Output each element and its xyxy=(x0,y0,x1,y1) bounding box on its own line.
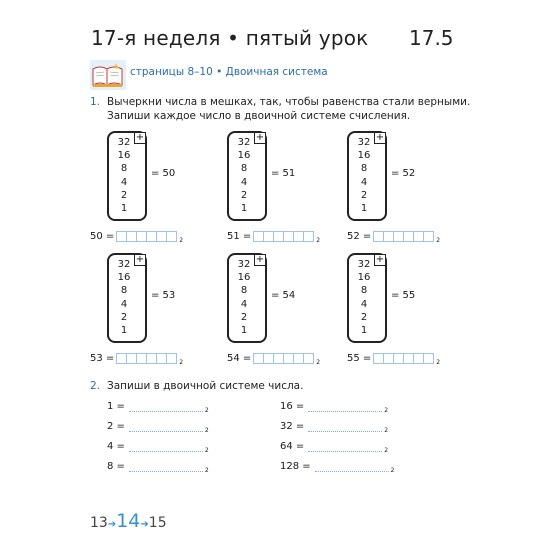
bag-number[interactable]: 4 xyxy=(240,176,248,188)
bag-number[interactable]: 2 xyxy=(240,189,248,201)
bag-number[interactable]: 1 xyxy=(360,325,368,337)
binary-answer-row xyxy=(347,353,440,364)
binary-answer-row xyxy=(347,231,440,242)
bag-number[interactable]: 2 xyxy=(120,311,128,323)
answer-label: 55 = xyxy=(347,353,372,364)
bag-number[interactable]: 32 xyxy=(117,137,131,148)
arrow-right-icon: ➔ xyxy=(107,519,117,530)
base-subscript: 2 xyxy=(384,407,389,414)
number-label: 32 = xyxy=(280,421,305,432)
base-subscript: 2 xyxy=(204,467,209,474)
base-subscript: 2 xyxy=(204,407,209,414)
target-sum: = 53 xyxy=(151,290,176,301)
task1-line2: Запиши каждое число в двоичной системе счисления. xyxy=(107,110,411,122)
answer-label: 51 = xyxy=(227,231,252,242)
bag-number[interactable]: 32 xyxy=(117,259,131,270)
answer-line[interactable] xyxy=(129,422,203,432)
bag-number[interactable]: 16 xyxy=(237,150,251,162)
bag-number[interactable]: 8 xyxy=(240,285,248,297)
number-bag xyxy=(347,131,387,221)
binary-write-row xyxy=(280,421,388,432)
number-label: 1 = xyxy=(107,401,125,412)
number-label: 128 = xyxy=(280,461,311,472)
task2-number: 2. xyxy=(90,380,101,392)
bag-number[interactable]: 32 xyxy=(237,259,251,270)
number-label: 2 = xyxy=(107,421,125,432)
answer-label: 52 = xyxy=(347,231,372,242)
target-sum: = 51 xyxy=(271,168,296,179)
bag-number[interactable]: 1 xyxy=(240,203,248,215)
bag-number[interactable]: 32 xyxy=(237,137,251,148)
plus-sign: + xyxy=(375,254,385,265)
answer-line[interactable] xyxy=(315,462,389,472)
binary-digit-cells[interactable] xyxy=(374,231,434,242)
bag-number[interactable]: 1 xyxy=(360,203,368,215)
binary-digit-cells[interactable] xyxy=(117,353,177,364)
bag-number[interactable]: 2 xyxy=(360,311,368,323)
bag-number[interactable]: 8 xyxy=(240,163,248,175)
binary-digit-cells[interactable] xyxy=(374,353,434,364)
binary-write-row xyxy=(107,421,209,432)
binary-answer-row xyxy=(227,231,320,242)
base-subscript: 2 xyxy=(204,447,209,454)
lesson-number: 17.5 xyxy=(409,26,454,50)
target-sum: = 54 xyxy=(271,290,296,301)
bag-number[interactable]: 4 xyxy=(120,298,128,310)
base-subscript: 2 xyxy=(204,427,209,434)
bag-number[interactable]: 1 xyxy=(120,325,128,337)
answer-line[interactable] xyxy=(129,442,203,452)
bag-number[interactable]: 32 xyxy=(357,137,371,148)
binary-answer-row xyxy=(90,353,183,364)
bag-number[interactable]: 1 xyxy=(120,203,128,215)
binary-write-row xyxy=(280,401,388,412)
answer-line[interactable] xyxy=(129,402,203,412)
base-subscript: 2 xyxy=(436,237,441,244)
binary-write-row xyxy=(107,401,209,412)
binary-digit-cells[interactable] xyxy=(254,231,314,242)
number-bag xyxy=(227,253,267,343)
plus-sign: + xyxy=(255,254,265,265)
answer-label: 54 = xyxy=(227,353,252,364)
answer-line[interactable] xyxy=(308,422,382,432)
book-icon xyxy=(90,60,126,90)
plus-sign: + xyxy=(135,254,145,265)
pagination xyxy=(90,510,167,532)
base-subscript: 2 xyxy=(390,467,395,474)
bag-number[interactable]: 4 xyxy=(360,298,368,310)
answer-line[interactable] xyxy=(129,462,203,472)
base-subscript: 2 xyxy=(316,237,321,244)
binary-write-row xyxy=(107,441,209,452)
number-bag xyxy=(227,131,267,221)
page-title: 17-я неделя • пятый урок xyxy=(91,26,369,50)
answer-label: 53 = xyxy=(90,353,115,364)
bag-number[interactable]: 32 xyxy=(357,259,371,270)
topic-label: страницы 8–10 • Двоичная система xyxy=(130,66,328,78)
task1-line1: Вычеркни числа в мешках, так, чтобы равенства стали верными. xyxy=(107,96,471,108)
bag-number[interactable]: 8 xyxy=(120,163,128,175)
binary-write-row xyxy=(280,441,388,452)
binary-answer-row xyxy=(227,353,320,364)
bag-number[interactable]: 4 xyxy=(120,176,128,188)
target-sum: = 50 xyxy=(151,168,176,179)
bag-number[interactable]: 16 xyxy=(357,272,371,284)
number-label: 16 = xyxy=(280,401,305,412)
number-bag xyxy=(107,131,147,221)
current-page-number: 14 xyxy=(116,510,141,532)
task2-instruction: Запиши в двоичной системе числа. xyxy=(107,380,304,392)
plus-sign: + xyxy=(135,132,145,143)
binary-write-row xyxy=(280,461,394,472)
bag-number[interactable]: 4 xyxy=(360,176,368,188)
bag-number[interactable]: 4 xyxy=(240,298,248,310)
bag-number[interactable]: 16 xyxy=(237,272,251,284)
base-subscript: 2 xyxy=(179,237,184,244)
arrow-right-icon: ➔ xyxy=(140,519,149,530)
binary-answer-row xyxy=(90,231,183,242)
number-label: 4 = xyxy=(107,441,125,452)
next-page-number[interactable]: 15 xyxy=(148,515,167,531)
target-sum: = 52 xyxy=(391,168,416,179)
prev-page-number[interactable]: 13 xyxy=(90,515,108,531)
number-bag xyxy=(107,253,147,343)
bag-number[interactable]: 8 xyxy=(120,285,128,297)
bag-number[interactable]: 16 xyxy=(117,150,131,162)
bag-number[interactable]: 2 xyxy=(240,311,248,323)
base-subscript: 2 xyxy=(436,359,441,366)
answer-line[interactable] xyxy=(308,442,382,452)
bag-number[interactable]: 1 xyxy=(240,325,248,337)
bag-number[interactable]: 8 xyxy=(360,163,368,175)
plus-sign: + xyxy=(375,132,385,143)
binary-digit-cells[interactable] xyxy=(254,353,314,364)
plus-sign: + xyxy=(255,132,265,143)
bag-number[interactable]: 2 xyxy=(360,189,368,201)
bag-number[interactable]: 16 xyxy=(117,272,131,284)
base-subscript: 2 xyxy=(384,427,389,434)
answer-line[interactable] xyxy=(308,402,382,412)
base-subscript: 2 xyxy=(316,359,321,366)
bag-number[interactable]: 16 xyxy=(357,150,371,162)
answer-label: 50 = xyxy=(90,231,115,242)
bag-number[interactable]: 2 xyxy=(120,189,128,201)
bag-number[interactable]: 8 xyxy=(360,285,368,297)
task1-number: 1. xyxy=(90,96,101,108)
base-subscript: 2 xyxy=(179,359,184,366)
number-bag xyxy=(347,253,387,343)
base-subscript: 2 xyxy=(384,447,389,454)
binary-write-row xyxy=(107,461,209,472)
number-label: 64 = xyxy=(280,441,305,452)
target-sum: = 55 xyxy=(391,290,416,301)
binary-digit-cells[interactable] xyxy=(117,231,177,242)
number-label: 8 = xyxy=(107,461,125,472)
